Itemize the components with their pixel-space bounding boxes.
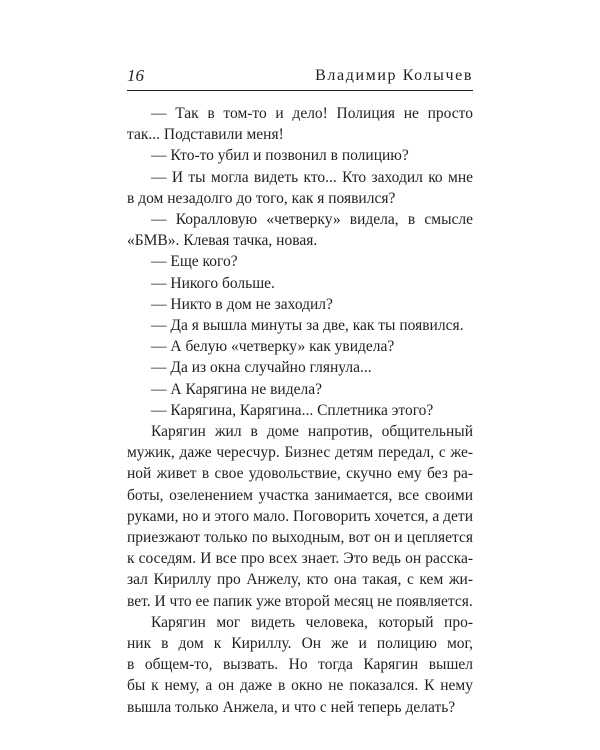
dialog-line: — Кто-то убил и позвонил в полицию? <box>151 147 409 165</box>
body-text <box>127 103 473 718</box>
dialog-line: — Да я вышла минуты за две, как ты появился. <box>151 317 464 335</box>
author-name: Владимир Колычев <box>315 67 473 84</box>
page-number: 16 <box>127 66 144 85</box>
narrative-paragraph: Карягин жил в доме напротив, общительный мужик, даже чересчур. Бизнес детям передал, с же- ной живет в свое удовольствие, скучно ему без ра- боты, озеленением участка занимается, все своими руками, но и этого мало. Поговорить хочется, а дети приезжают только по выходным, вот он и цепляется к соседям. И все про всех знает. Это ведь он расска- зал Кириллу про Анжелу, кто она такая, с кем жи- вет. И что ее папик уже второй месяц не появляется. <box>127 423 473 610</box>
header-rule <box>127 90 473 91</box>
narrative-paragraph: Карягин мог видеть человека, который про- ник в дом к Кириллу. Он же и полицию мог, в общем-то, вызвать. Но тогда Карягин вышел бы к нему, а он даже в окно не показался. К нему вышла только Анжела, и что с ней теперь делать? <box>127 613 473 716</box>
running-head <box>127 66 473 90</box>
dialog-line: — Никто в дом не заходил? <box>151 295 333 313</box>
dialog-line: — Карягина, Карягина... Сплетника этого? <box>151 401 434 419</box>
dialog-line: — А белую «четверку» как увидела? <box>151 338 395 356</box>
dialog-line: — Коралловую «четверку» видела, в смысле «БМВ». Клевая тачка, новая. <box>127 211 473 250</box>
dialog-line: — И ты могла видеть кто... Кто заходил ко мне в дом незадолго до того, как я появился? <box>127 168 473 207</box>
dialog-line: — Никого больше. <box>151 274 275 292</box>
dialog-line: — Так в том-то и дело! Полиция не просто так... Подставили меня! <box>127 105 473 144</box>
dialog-line: — Да из окна случайно глянула... <box>151 359 372 377</box>
dialog-line: — А Карягина не видела? <box>151 380 322 398</box>
dialog-line: — Еще кого? <box>151 253 238 271</box>
